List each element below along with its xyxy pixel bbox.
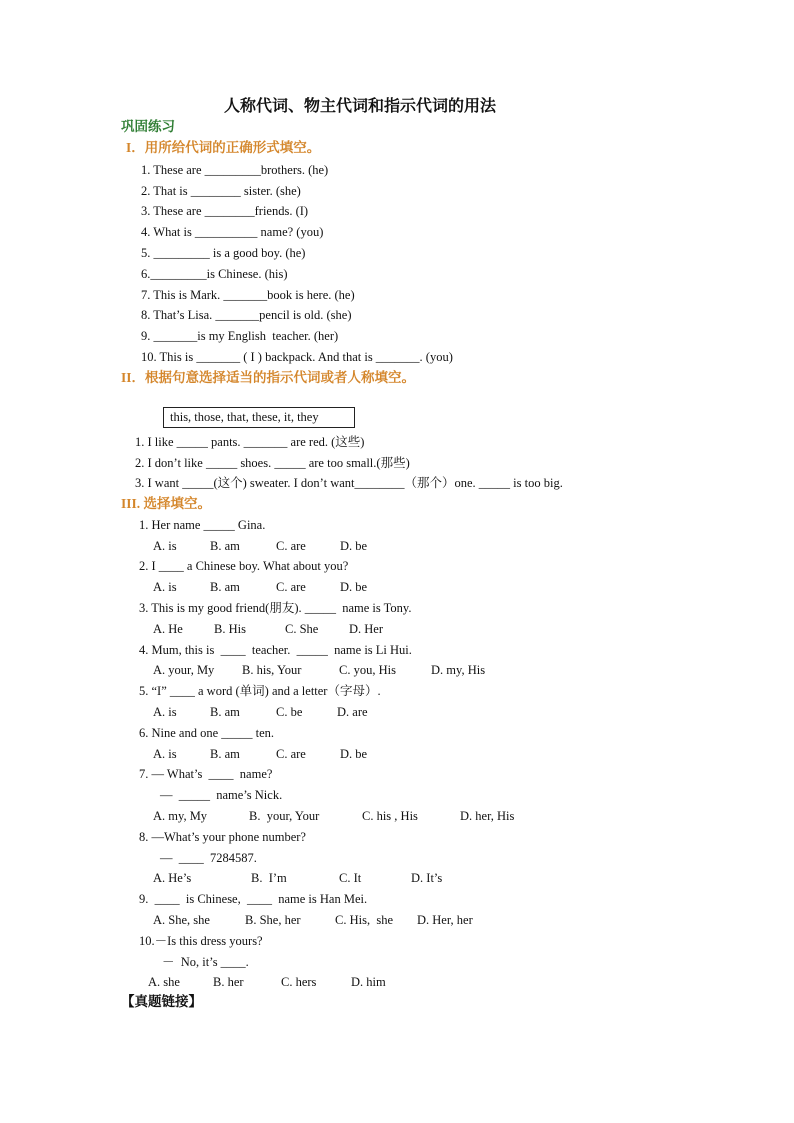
part1-item: 9. _______is my English teacher. (her) xyxy=(141,329,339,343)
option: A. she xyxy=(148,975,180,989)
question-stem: 4. Mum, this is ____ teacher. _____ name is Li Hui. xyxy=(139,643,412,657)
section-title: 巩固练习 xyxy=(121,119,175,134)
question-stem: 9. ____ is Chinese, ____ name is Han Mei. xyxy=(139,892,368,906)
option: D. Her, her xyxy=(417,913,473,927)
question-stem: 10.－Is this dress yours? xyxy=(139,934,263,948)
option: B. your, Your xyxy=(249,809,320,823)
question-reply: － No, it’s ____. xyxy=(162,955,249,969)
option: A. is xyxy=(153,705,177,719)
option: D. him xyxy=(351,975,386,989)
word-bank-box xyxy=(163,407,355,428)
page-title: 人称代词、物主代词和指示代词的用法 xyxy=(223,98,496,115)
option: B. She, her xyxy=(245,913,301,927)
part2-heading: II．根据句意选择适当的指示代词或者人称填空。 xyxy=(121,370,416,385)
question-stem: 1. Her name _____ Gina. xyxy=(139,518,266,532)
option: B. his, Your xyxy=(242,663,302,677)
option: A. He’s xyxy=(153,871,192,885)
option: C. are xyxy=(276,580,306,594)
part2-item: 1. I like _____ pants. _______ are red. (这些) xyxy=(135,435,365,449)
option: D. my, His xyxy=(431,663,486,677)
part1-item: 7. This is Mark. _______book is here. (he) xyxy=(141,288,355,302)
option: C. are xyxy=(276,539,306,553)
option: D. her, His xyxy=(460,809,515,823)
option: C. hers xyxy=(281,975,317,989)
option: C. be xyxy=(276,705,303,719)
word-bank-text: this, those, that, these, it, they xyxy=(170,410,319,424)
question-stem: 3. This is my good friend(朋友). _____ name is Tony. xyxy=(139,601,412,615)
question-stem: 8. —What’s your phone number? xyxy=(139,830,306,844)
option: D. be xyxy=(340,580,368,594)
option: A. my, My xyxy=(153,809,208,823)
option: B. am xyxy=(210,705,240,719)
option: B. her xyxy=(213,975,244,989)
option: C. his , His xyxy=(362,809,418,823)
part1-item: 3. These are ________friends. (I) xyxy=(141,204,309,218)
part1-heading: I．用所给代词的正确形式填空。 xyxy=(126,140,321,155)
part1-item: 8. That’s Lisa. _______pencil is old. (she) xyxy=(141,308,352,322)
part1-item: 6._________is Chinese. (his) xyxy=(141,267,288,281)
option: B. I’m xyxy=(251,871,287,885)
question-stem: 2. I ____ a Chinese boy. What about you? xyxy=(139,559,349,573)
option: A. She, she xyxy=(153,913,210,927)
question-stem: 5. “I” ____ a word (单词) and a letter（字母）. xyxy=(139,684,381,698)
option: B. His xyxy=(214,622,246,636)
question-stem: 7. — What’s ____ name? xyxy=(139,767,273,781)
option: D. It’s xyxy=(411,871,443,885)
option: B. am xyxy=(210,580,240,594)
option: A. He xyxy=(153,622,183,636)
option: C. you, His xyxy=(339,663,396,677)
part1-item: 4. What is __________ name? (you) xyxy=(141,225,324,239)
question-reply: — ____ 7284587. xyxy=(160,851,257,865)
question-stem: 6. Nine and one _____ ten. xyxy=(139,726,275,740)
part1-item: 10. This is _______ ( I ) backpack. And that is _______. (you) xyxy=(141,350,453,364)
option: A. is xyxy=(153,580,177,594)
option: D. be xyxy=(340,747,368,761)
part1-item: 1. These are _________brothers. (he) xyxy=(141,163,329,177)
part2-item: 3. I want _____(这个) sweater. I don’t want________（那个）one. _____ is too big. xyxy=(135,476,563,490)
part3-heading: III. 选择填空。 xyxy=(121,496,212,511)
option: C. are xyxy=(276,747,306,761)
option: A. is xyxy=(153,747,177,761)
question-reply: — _____ name’s Nick. xyxy=(160,788,283,802)
part1-item: 5. _________ is a good boy. (he) xyxy=(141,246,306,260)
option: C. It xyxy=(339,871,362,885)
option: C. His, she xyxy=(335,913,393,927)
option: C. She xyxy=(285,622,319,636)
option: D. be xyxy=(340,539,368,553)
option: B. am xyxy=(210,747,240,761)
option: A. your, My xyxy=(153,663,215,677)
option: A. is xyxy=(153,539,177,553)
footer-link-title: 【真题链接】 xyxy=(121,994,202,1009)
part1-item: 2. That is ________ sister. (she) xyxy=(141,184,301,198)
option: D. are xyxy=(337,705,368,719)
option: D. Her xyxy=(349,622,384,636)
part2-item: 2. I don’t like _____ shoes. _____ are too small.(那些) xyxy=(135,456,410,470)
option: B. am xyxy=(210,539,240,553)
